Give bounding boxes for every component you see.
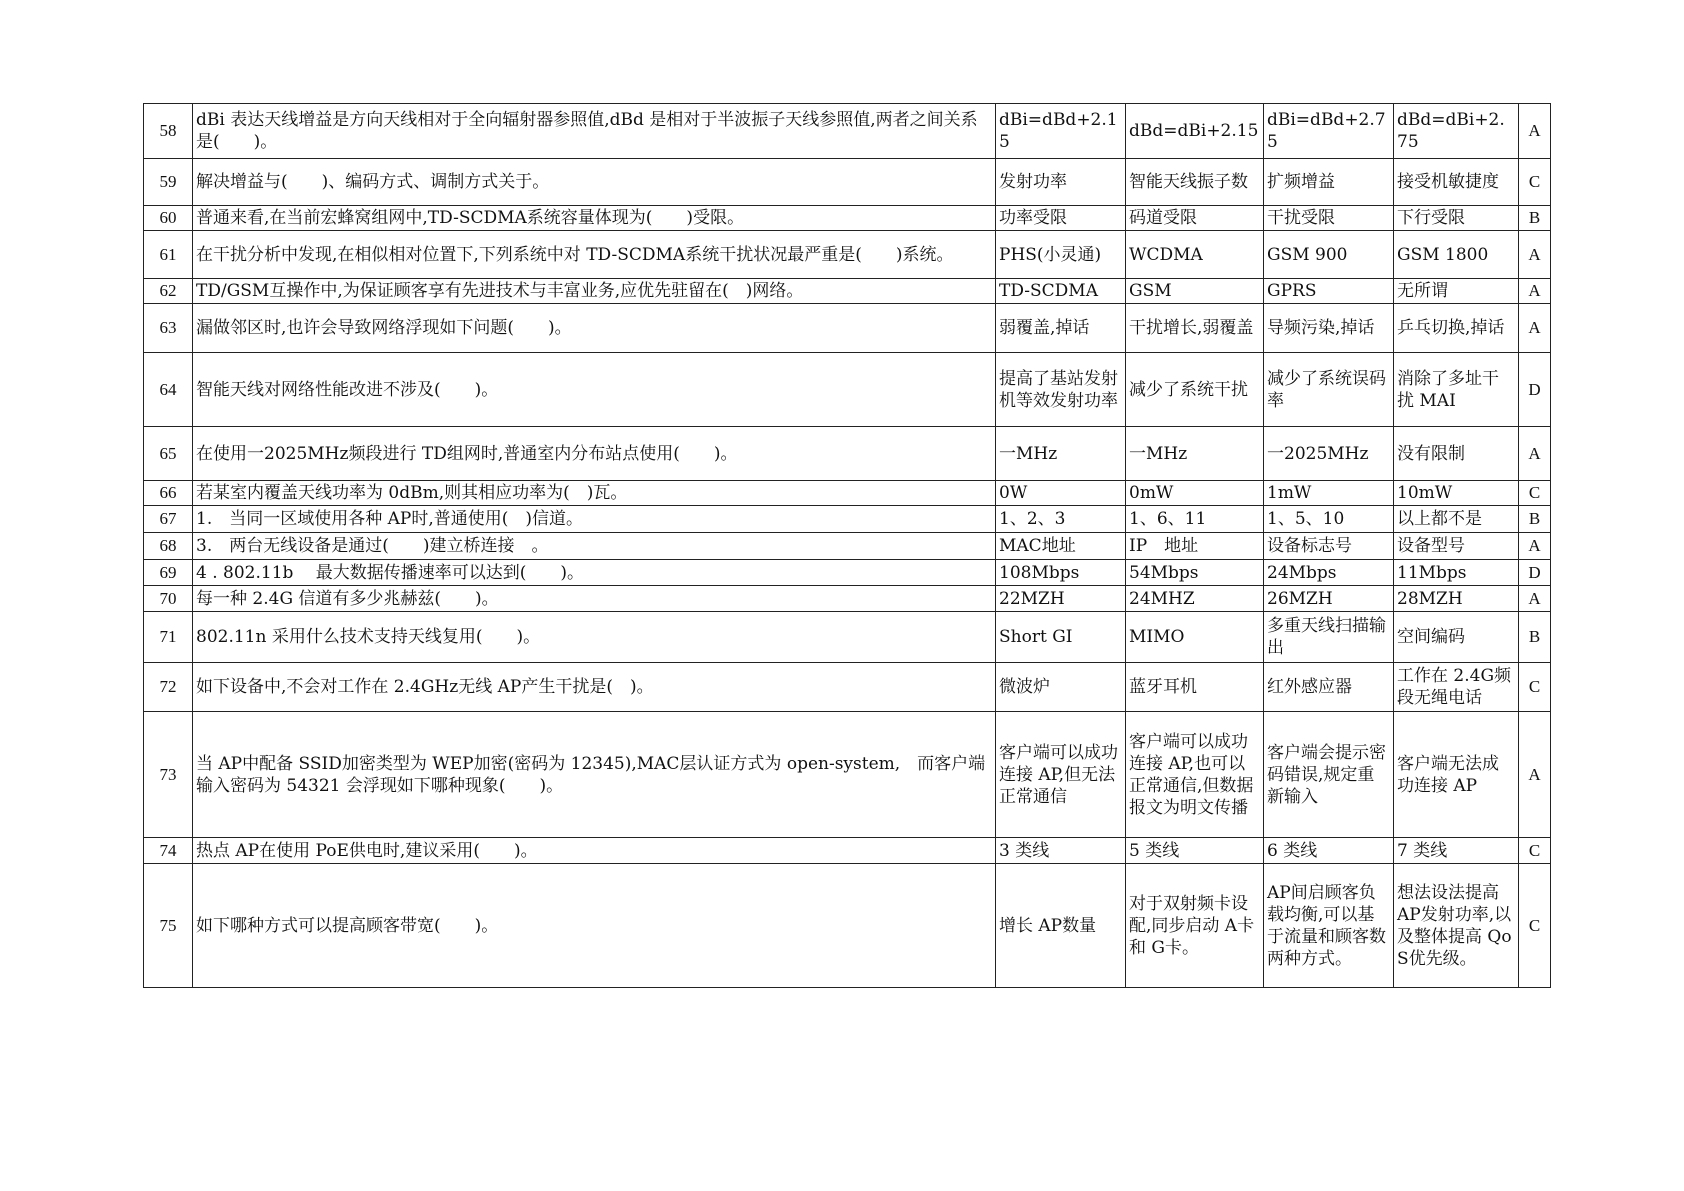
question-number: 74 [144, 838, 193, 864]
question-number: 61 [144, 231, 193, 279]
option-b: 干扰增长,弱覆盖 [1126, 304, 1264, 353]
question-text: TD/GSM互操作中,为保证顾客享有先进技术与丰富业务,应优先驻留在( )网络。 [193, 279, 996, 304]
option-b: WCDMA [1126, 231, 1264, 279]
question-row [144, 481, 1551, 506]
option-c: dBi=dBd+2.75 [1264, 104, 1394, 159]
question-row [144, 159, 1551, 206]
option-b: 码道受限 [1126, 206, 1264, 231]
question-text: 普通来看,在当前宏蜂窝组网中,TD-SCDMA系统容量体现为( )受限。 [193, 206, 996, 231]
option-c: 26MZH [1264, 586, 1394, 612]
option-d: 想法设法提高 AP发射功率,以及整体提高 QoS优先级。 [1394, 864, 1519, 988]
question-rows [144, 104, 1551, 988]
question-row [144, 353, 1551, 427]
option-a: MAC地址 [996, 533, 1126, 560]
option-b: IP 地址 [1126, 533, 1264, 560]
answer-key: D [1519, 353, 1551, 427]
option-a: 3 类线 [996, 838, 1126, 864]
question-number: 67 [144, 506, 193, 533]
question-number: 73 [144, 712, 193, 838]
question-row [144, 506, 1551, 533]
question-text: 漏做邻区时,也许会导致网络浮现如下问题( )。 [193, 304, 996, 353]
option-a: 增长 AP数量 [996, 864, 1126, 988]
option-c: GSM 900 [1264, 231, 1394, 279]
option-d: 工作在 2.4G频段无绳电话 [1394, 663, 1519, 712]
answer-key: C [1519, 663, 1551, 712]
option-a: 22MZH [996, 586, 1126, 612]
option-c: 设备标志号 [1264, 533, 1394, 560]
option-a: 1、2、3 [996, 506, 1126, 533]
option-d: 设备型号 [1394, 533, 1519, 560]
question-number: 58 [144, 104, 193, 159]
option-c: 一2025MHz [1264, 427, 1394, 481]
question-number: 68 [144, 533, 193, 560]
option-b: 5 类线 [1126, 838, 1264, 864]
option-a: 0W [996, 481, 1126, 506]
option-a: 一MHz [996, 427, 1126, 481]
question-text: 热点 AP在使用 PoE供电时,建议采用( )。 [193, 838, 996, 864]
option-a: TD-SCDMA [996, 279, 1126, 304]
option-b: 0mW [1126, 481, 1264, 506]
question-text: 802.11n 采用什么技术支持天线复用( )。 [193, 612, 996, 663]
option-a: 弱覆盖,掉话 [996, 304, 1126, 353]
option-d: 28MZH [1394, 586, 1519, 612]
option-d: dBd=dBi+2.75 [1394, 104, 1519, 159]
question-row [144, 304, 1551, 353]
option-b: 对于双射频卡设配,同步启动 A卡和 G卡。 [1126, 864, 1264, 988]
answer-key: C [1519, 864, 1551, 988]
question-number: 63 [144, 304, 193, 353]
option-c: 1mW [1264, 481, 1394, 506]
question-row [144, 279, 1551, 304]
question-number: 60 [144, 206, 193, 231]
question-text: 如下设备中,不会对工作在 2.4GHz无线 AP产生干扰是( )。 [193, 663, 996, 712]
option-d: 空间编码 [1394, 612, 1519, 663]
question-text: 在使用一2025MHz频段进行 TD组网时,普通室内分布站点使用( )。 [193, 427, 996, 481]
option-b: 1、6、11 [1126, 506, 1264, 533]
option-d: 11Mbps [1394, 560, 1519, 586]
option-c: 减少了系统误码率 [1264, 353, 1394, 427]
option-d: 没有限制 [1394, 427, 1519, 481]
option-b: MIMO [1126, 612, 1264, 663]
answer-key: B [1519, 612, 1551, 663]
option-c: 干扰受限 [1264, 206, 1394, 231]
option-b: 一MHz [1126, 427, 1264, 481]
option-b: 客户端可以成功连接 AP,也可以正常通信,但数据报文为明文传播 [1126, 712, 1264, 838]
option-a: 微波炉 [996, 663, 1126, 712]
question-row [144, 838, 1551, 864]
answer-key: A [1519, 427, 1551, 481]
question-number: 71 [144, 612, 193, 663]
option-b: 24MHZ [1126, 586, 1264, 612]
option-c: 客户端会提示密码错误,规定重新输入 [1264, 712, 1394, 838]
question-row [144, 586, 1551, 612]
option-d: GSM 1800 [1394, 231, 1519, 279]
option-c: AP间启顾客负载均衡,可以基于流量和顾客数两种方式。 [1264, 864, 1394, 988]
option-c: 多重天线扫描输出 [1264, 612, 1394, 663]
question-row [144, 663, 1551, 712]
option-b: dBd=dBi+2.15 [1126, 104, 1264, 159]
option-a: 108Mbps [996, 560, 1126, 586]
question-row [144, 560, 1551, 586]
question-number: 70 [144, 586, 193, 612]
question-text: 4 . 802.11b 最大数据传播速率可以达到( )。 [193, 560, 996, 586]
question-table [143, 103, 1551, 988]
option-a: 发射功率 [996, 159, 1126, 206]
option-d: 以上都不是 [1394, 506, 1519, 533]
question-text: 每一种 2.4G 信道有多少兆赫兹( )。 [193, 586, 996, 612]
question-text: 1. 当同一区域使用各种 AP时,普通使用( )信道。 [193, 506, 996, 533]
option-a: 客户端可以成功连接 AP,但无法正常通信 [996, 712, 1126, 838]
question-row [144, 864, 1551, 988]
option-d: 乒乓切换,掉话 [1394, 304, 1519, 353]
question-row [144, 231, 1551, 279]
question-number: 72 [144, 663, 193, 712]
question-number: 75 [144, 864, 193, 988]
answer-key: A [1519, 712, 1551, 838]
question-row [144, 206, 1551, 231]
option-b: 智能天线振子数 [1126, 159, 1264, 206]
answer-key: A [1519, 104, 1551, 159]
question-text: 解决增益与( )、编码方式、调制方式关于。 [193, 159, 996, 206]
option-d: 无所谓 [1394, 279, 1519, 304]
answer-key: A [1519, 304, 1551, 353]
answer-key: A [1519, 533, 1551, 560]
question-row [144, 104, 1551, 159]
question-number: 65 [144, 427, 193, 481]
answer-key: B [1519, 506, 1551, 533]
option-a: PHS(小灵通) [996, 231, 1126, 279]
answer-key: C [1519, 481, 1551, 506]
option-c: 1、5、10 [1264, 506, 1394, 533]
question-text: 智能天线对网络性能改进不涉及( )。 [193, 353, 996, 427]
option-d: 客户端无法成功连接 AP [1394, 712, 1519, 838]
option-b: 减少了系统干扰 [1126, 353, 1264, 427]
question-text: 3. 两台无线设备是通过( )建立桥连接 。 [193, 533, 996, 560]
answer-key: B [1519, 206, 1551, 231]
option-a: 功率受限 [996, 206, 1126, 231]
question-number: 64 [144, 353, 193, 427]
answer-key: D [1519, 560, 1551, 586]
option-d: 10mW [1394, 481, 1519, 506]
option-a: dBi=dBd+2.15 [996, 104, 1126, 159]
option-b: 54Mbps [1126, 560, 1264, 586]
option-c: GPRS [1264, 279, 1394, 304]
answer-key: A [1519, 279, 1551, 304]
question-row [144, 612, 1551, 663]
question-text: 当 AP中配备 SSID加密类型为 WEP加密(密码为 12345),MAC层认证方式为 open-system, 而客户端输入密码为 54321 会浮现如下哪种现象( )。 [193, 712, 996, 838]
option-c: 扩频增益 [1264, 159, 1394, 206]
option-d: 接受机敏捷度 [1394, 159, 1519, 206]
option-c: 6 类线 [1264, 838, 1394, 864]
answer-key: A [1519, 231, 1551, 279]
question-row [144, 712, 1551, 838]
question-row [144, 427, 1551, 481]
option-c: 导频污染,掉话 [1264, 304, 1394, 353]
question-number: 62 [144, 279, 193, 304]
question-text: 如下哪种方式可以提高顾客带宽( )。 [193, 864, 996, 988]
question-row [144, 533, 1551, 560]
option-c: 24Mbps [1264, 560, 1394, 586]
question-text: 若某室内覆盖天线功率为 0dBm,则其相应功率为( )瓦。 [193, 481, 996, 506]
option-b: 蓝牙耳机 [1126, 663, 1264, 712]
answer-key: C [1519, 159, 1551, 206]
question-number: 59 [144, 159, 193, 206]
option-c: 红外感应器 [1264, 663, 1394, 712]
option-a: 提高了基站发射机等效发射功率 [996, 353, 1126, 427]
question-text: 在干扰分析中发现,在相似相对位置下,下列系统中对 TD-SCDMA系统干扰状况最严重是( )系统。 [193, 231, 996, 279]
option-a: Short GI [996, 612, 1126, 663]
option-d: 7 类线 [1394, 838, 1519, 864]
option-d: 下行受限 [1394, 206, 1519, 231]
answer-key: A [1519, 586, 1551, 612]
option-d: 消除了多址干扰 MAI [1394, 353, 1519, 427]
question-number: 66 [144, 481, 193, 506]
question-text: dBi 表达天线增益是方向天线相对于全向辐射器参照值,dBd 是相对于半波振子天线参照值,两者之间关系是( )。 [193, 104, 996, 159]
question-number: 69 [144, 560, 193, 586]
option-b: GSM [1126, 279, 1264, 304]
answer-key: C [1519, 838, 1551, 864]
